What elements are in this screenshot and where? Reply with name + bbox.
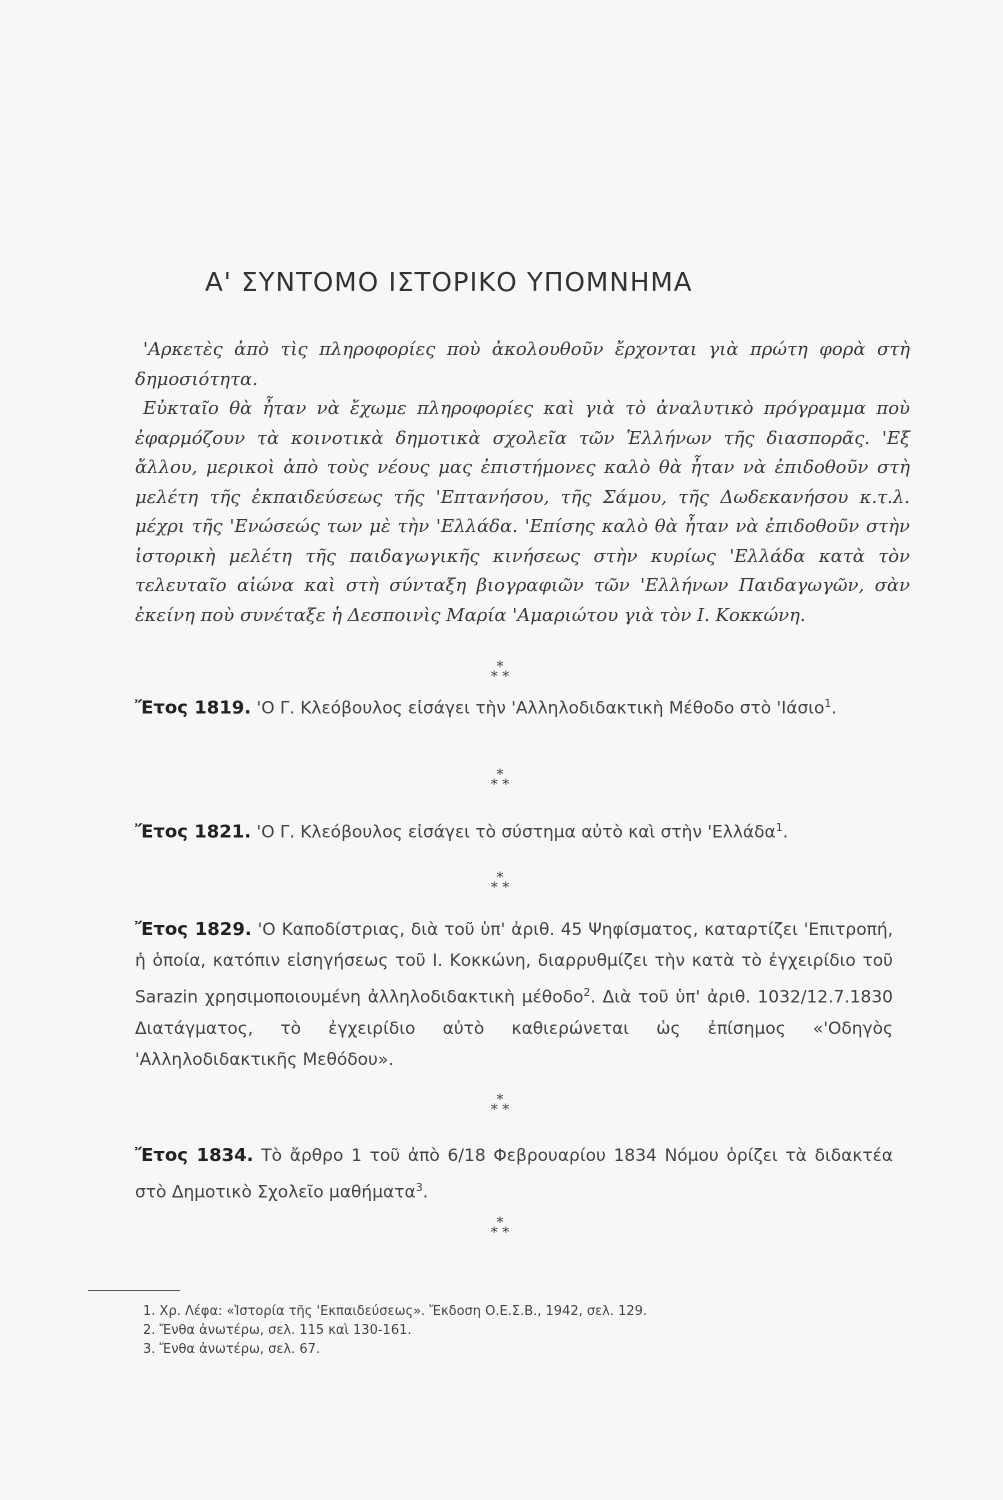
entry-text: Τὸ ἄρθρο 1 τοῦ ἀπὸ 6/18 Φεβρουαρίου 1834 Νόμου ὁρίζει τὰ διδακτέα στὸ Δημοτικὸ Σχολεῖο μαθήματα: [135, 1146, 893, 1203]
entry-year: Ἔτος 1819.: [135, 697, 252, 719]
intro-paragraph: Εὐκταῖο θὰ ἦταν νὰ ἔχωμε πληροφορίες καὶ γιὰ τὸ ἀναλυτικὸ πρόγραμμα ποὺ ἐφαρμόζουν τὰ κοινοτικὰ δημοτικὰ σχολεῖα τῶν Ἑλλήνων τῆς διασπορᾶς. 'Εξ ἄλλου, μερικοὶ ἀπὸ τοὺς νέους μας ἐπιστήμονες καλὸ θὰ ἦταν νὰ ἐπιδοθοῦν στὴ μελέτη τῆς ἐκπαιδεύσεως τῆς 'Επτανήσου, τῆς Σάμου, τῆς Δωδεκανήσου κ.τ.λ. μέχρι τῆς 'Ενώσεώς των μὲ τὴν 'Ελλάδα. 'Επίσης καλὸ θὰ ἦταν νὰ ἐπιδοθοῦν στὴν ἱστορικὴ μελέτη τῆς παιδαγωγικῆς κινήσεως στὴν κυρίως 'Ελλάδα κατὰ τὸν τελευταῖο αἰώνα καὶ στὴ σύνταξη βιογραφιῶν τῶν 'Ελλήνων Παιδαγωγῶν, σὰν ἐκείνη ποὺ συνέταξε ἡ Δεσποινὶς Μαρία 'Αμαριώτου γιὰ τὸν Ι. Κοκκώνη.: [135, 398, 910, 626]
footnote-divider: [88, 1290, 180, 1291]
entry-text: 'Ο Γ. Κλεόβουλος εἰσάγει τὸ σύστημα αὐτὸ καὶ στὴν 'Ελλάδα: [251, 822, 776, 843]
intro-paragraph: 'Αρκετὲς ἀπὸ τὶς πληροφορίες ποὺ ἀκολουθοῦν ἔρχονται γιὰ πρώτη φορὰ στὴ δημοσιότητα.: [135, 339, 910, 390]
section-separator: * * *: [490, 1092, 510, 1118]
chronology-entry: Ἔτος 1829. 'Ο Καποδίστριας, διὰ τοῦ ὑπ' ἀριθ. 45 Ψηφίσματος, καταρτίζει 'Επιτροπή, ἡ ὁποία, κατόπιν εἰσηγήσεως τοῦ Ι. Κοκκώνη, διαρρυθμίζει τὴν κατὰ τὸ ἐγχειρίδιο τοῦ Sarazin χρησιμοποιουμένη ἀλληλοδιδακτικὴ μέθοδο$^2$. Διὰ τοῦ ὑπ' ἀριθ. 1032/12.7.1830 Διατάγματος, τὸ ἐγχειρίδιο αὐτὸ καθιερώνεται ὡς ἐπίσημος «'Οδηγὸς 'Αλληλοδιδακτικῆς Μεθόδου».: [135, 919, 894, 1070]
footnote-ref[interactable]: 3: [415, 1181, 423, 1194]
chronology-entry: Ἔτος 1819. 'Ο Γ. Κλεόβουλος εἰσάγει τὴν 'Αλληλοδιδακτικὴ Μέθοδο στὸ 'Ιάσιο$^1$.: [135, 697, 837, 719]
entry-text: 'Ο Καποδίστριας, διὰ τοῦ ὑπ' ἀριθ. 45 Ψηφίσματος, καταρτίζει 'Επιτροπή, ἡ ὁποία, κατόπιν εἰσηγήσεως τοῦ Ι. Κοκκώνη, διαρρυθμίζει τὴν κατὰ τὸ ἐγχειρίδιο τοῦ Sarazin χρησιμοποιουμένη ἀλληλοδιδακτικὴ μέθοδο: [135, 920, 894, 1008]
footnote: 3. Ἔνθα ἀνωτέρω, σελ. 67.: [143, 1342, 321, 1357]
entry-year: Ἔτος 1821.: [135, 821, 252, 843]
section-separator: * * *: [490, 870, 510, 896]
section-separator: * * *: [490, 1215, 510, 1241]
footnote: 1. Χρ. Λέφα: «Ἱστορία τῆς 'Εκπαιδεύσεως». Ἔκδοση Ο.Ε.Σ.Β., 1942, σελ. 129.: [143, 1304, 648, 1319]
intro-section: [135, 335, 910, 630]
section-separator: * * *: [490, 659, 510, 685]
page-title: Α' ΣΥΝΤΟΜΟ ΙΣΤΟΡΙΚΟ ΥΠΟΜΝΗΜΑ: [205, 268, 693, 298]
footnote-ref[interactable]: 2: [583, 986, 591, 999]
footnote-ref[interactable]: 1: [824, 697, 832, 710]
chronology-entry: Ἔτος 1821. 'Ο Γ. Κλεόβουλος εἰσάγει τὸ σύστημα αὐτὸ καὶ στὴν 'Ελλάδα$^1$.: [135, 821, 789, 843]
footnote: 2. Ἔνθα ἀνωτέρω, σελ. 115 καὶ 130-161.: [143, 1323, 412, 1338]
entry-year: Ἔτος 1834.: [135, 1145, 254, 1166]
footnotes: [143, 1302, 903, 1359]
entry-text: 'Ο Γ. Κλεόβουλος εἰσάγει τὴν 'Αλληλοδιδακτικὴ Μέθοδο στὸ 'Ιάσιο: [251, 698, 825, 719]
footnote-ref[interactable]: 1: [775, 821, 783, 834]
chronology-entry: Ἔτος 1834. Τὸ ἄρθρο 1 τοῦ ἀπὸ 6/18 Φεβρουαρίου 1834 Νόμου ὁρίζει τὰ διδακτέα στὸ Δημοτικὸ Σχολεῖο μαθήματα$^3$.: [135, 1145, 893, 1203]
section-separator: * * *: [490, 767, 510, 793]
entry-year: Ἔτος 1829.: [135, 919, 252, 940]
